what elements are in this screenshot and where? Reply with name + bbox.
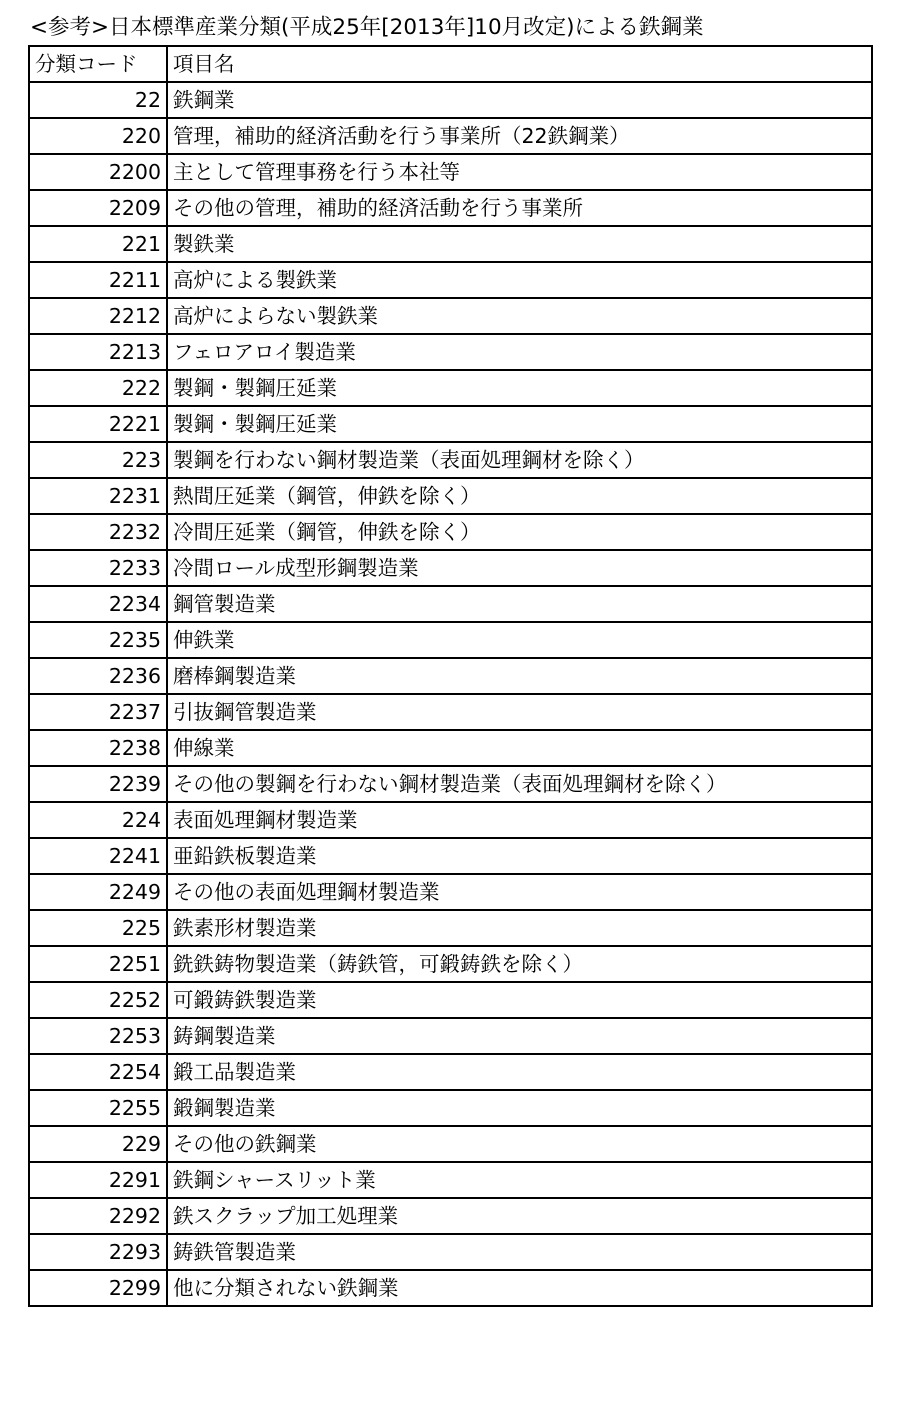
row-code: 2221 [29, 406, 167, 442]
table-row [29, 478, 872, 514]
row-name: フェロアロイ製造業 [167, 334, 872, 370]
row-code: 2213 [29, 334, 167, 370]
row-name: 鋳鉄管製造業 [167, 1234, 872, 1270]
row-code: 2254 [29, 1054, 167, 1090]
row-name: 冷間圧延業（鋼管，伸鉄を除く） [167, 514, 872, 550]
row-name: 鋳鋼製造業 [167, 1018, 872, 1054]
row-name: 他に分類されない鉄鋼業 [167, 1270, 872, 1306]
table-row [29, 1126, 872, 1162]
row-name: 鉄スクラップ加工処理業 [167, 1198, 872, 1234]
row-name: 製鉄業 [167, 226, 872, 262]
row-code: 2292 [29, 1198, 167, 1234]
table-row [29, 262, 872, 298]
table-row [29, 586, 872, 622]
row-name: 鉄素形材製造業 [167, 910, 872, 946]
row-name: 鍛鋼製造業 [167, 1090, 872, 1126]
row-name: 製鋼を行わない鋼材製造業（表面処理鋼材を除く） [167, 442, 872, 478]
row-code: 2239 [29, 766, 167, 802]
row-name: その他の製鋼を行わない鋼材製造業（表面処理鋼材を除く） [167, 766, 872, 802]
table-row [29, 802, 872, 838]
table-row [29, 1234, 872, 1270]
row-name: 冷間ロール成型形鋼製造業 [167, 550, 872, 586]
table-row [29, 982, 872, 1018]
row-name: 製鋼・製鋼圧延業 [167, 406, 872, 442]
row-code: 2291 [29, 1162, 167, 1198]
row-name: 鍛工品製造業 [167, 1054, 872, 1090]
row-code: 2209 [29, 190, 167, 226]
row-name: その他の鉄鋼業 [167, 1126, 872, 1162]
row-code: 2233 [29, 550, 167, 586]
table-row [29, 514, 872, 550]
table-row [29, 118, 872, 154]
row-name: 鉄鋼業 [167, 82, 872, 118]
row-code: 2212 [29, 298, 167, 334]
table-row [29, 1198, 872, 1234]
row-name: 銑鉄鋳物製造業（鋳鉄管，可鍛鋳鉄を除く） [167, 946, 872, 982]
row-name: 管理，補助的経済活動を行う事業所（22鉄鋼業） [167, 118, 872, 154]
table-row [29, 1090, 872, 1126]
table-row [29, 838, 872, 874]
row-code: 2293 [29, 1234, 167, 1270]
row-code: 222 [29, 370, 167, 406]
row-code: 2235 [29, 622, 167, 658]
row-code: 2231 [29, 478, 167, 514]
table-row [29, 658, 872, 694]
row-code: 221 [29, 226, 167, 262]
header-name: 項目名 [167, 46, 872, 82]
table-row [29, 1270, 872, 1306]
table-row [29, 334, 872, 370]
row-code: 2251 [29, 946, 167, 982]
row-code: 224 [29, 802, 167, 838]
table-row [29, 622, 872, 658]
row-name: その他の表面処理鋼材製造業 [167, 874, 872, 910]
row-code: 229 [29, 1126, 167, 1162]
table-row [29, 730, 872, 766]
row-name: 引抜鋼管製造業 [167, 694, 872, 730]
row-name: 鉄鋼シャースリット業 [167, 1162, 872, 1198]
row-code: 22 [29, 82, 167, 118]
row-code: 220 [29, 118, 167, 154]
row-name: 主として管理事務を行う本社等 [167, 154, 872, 190]
row-name: 伸鉄業 [167, 622, 872, 658]
header-code: 分類コード [29, 46, 167, 82]
row-name: 製鋼・製鋼圧延業 [167, 370, 872, 406]
row-name: 高炉による製鉄業 [167, 262, 872, 298]
row-name: 可鍛鋳鉄製造業 [167, 982, 872, 1018]
table-row [29, 1054, 872, 1090]
row-code: 2253 [29, 1018, 167, 1054]
table-header-row [29, 46, 872, 82]
row-name: 亜鉛鉄板製造業 [167, 838, 872, 874]
table-row [29, 766, 872, 802]
table-row [29, 442, 872, 478]
row-name: 伸線業 [167, 730, 872, 766]
row-code: 2255 [29, 1090, 167, 1126]
row-code: 2241 [29, 838, 167, 874]
row-code: 223 [29, 442, 167, 478]
table-row [29, 298, 872, 334]
table-row [29, 694, 872, 730]
page-title: <参考>日本標準産業分類(平成25年[2013年]10月改定)による鉄鋼業 [30, 15, 704, 40]
table-row [29, 226, 872, 262]
row-name: 磨棒鋼製造業 [167, 658, 872, 694]
table-row [29, 946, 872, 982]
row-code: 2200 [29, 154, 167, 190]
table-row [29, 370, 872, 406]
row-name: 表面処理鋼材製造業 [167, 802, 872, 838]
row-code: 2249 [29, 874, 167, 910]
row-code: 2211 [29, 262, 167, 298]
table-row [29, 1018, 872, 1054]
row-name: 鋼管製造業 [167, 586, 872, 622]
row-code: 2237 [29, 694, 167, 730]
table-row [29, 1162, 872, 1198]
table-row [29, 910, 872, 946]
row-code: 2232 [29, 514, 167, 550]
row-code: 225 [29, 910, 167, 946]
row-code: 2234 [29, 586, 167, 622]
table-row [29, 874, 872, 910]
row-code: 2252 [29, 982, 167, 1018]
classification-table [28, 45, 873, 1307]
row-code: 2238 [29, 730, 167, 766]
table-row [29, 190, 872, 226]
row-code: 2236 [29, 658, 167, 694]
table-row [29, 82, 872, 118]
table-row [29, 154, 872, 190]
table-row [29, 550, 872, 586]
row-name: 熱間圧延業（鋼管，伸鉄を除く） [167, 478, 872, 514]
row-code: 2299 [29, 1270, 167, 1306]
row-name: その他の管理，補助的経済活動を行う事業所 [167, 190, 872, 226]
row-name: 高炉によらない製鉄業 [167, 298, 872, 334]
table-row [29, 406, 872, 442]
